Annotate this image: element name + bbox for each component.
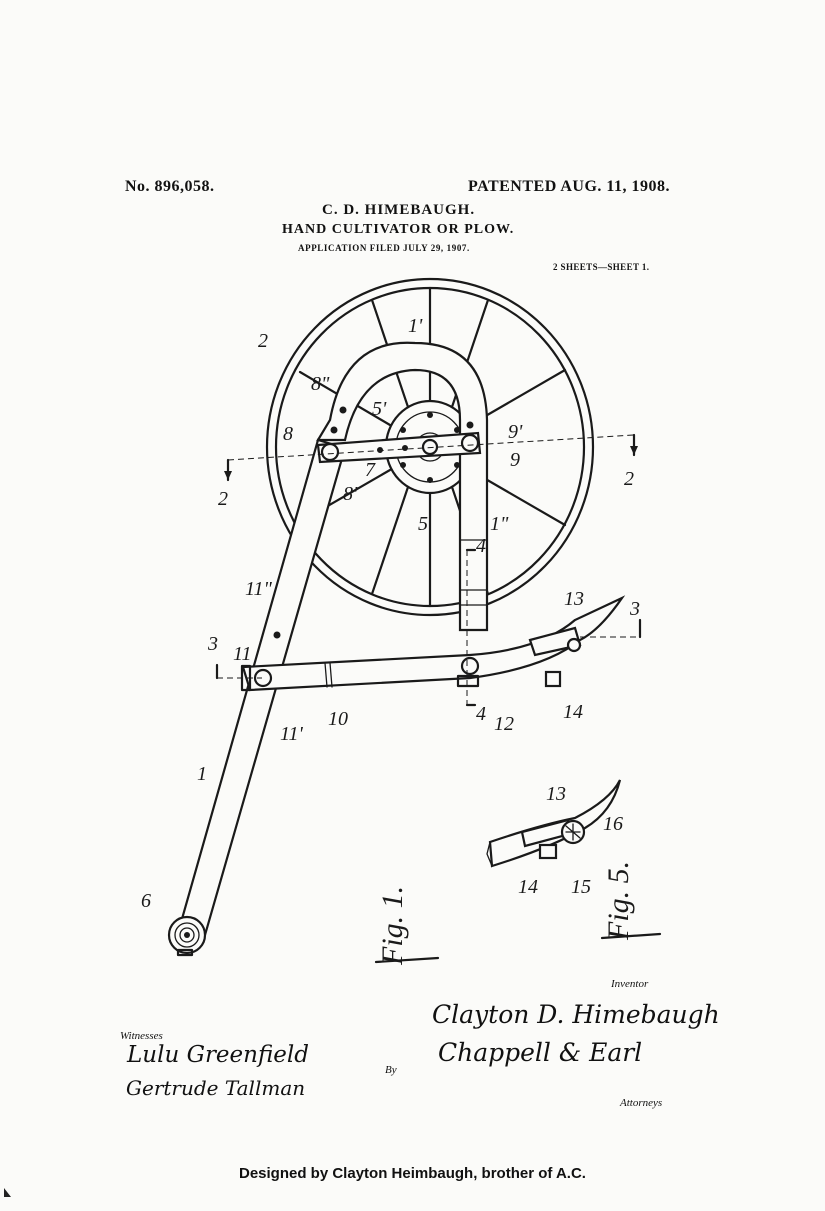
ref-11-prime: 11' bbox=[280, 723, 303, 745]
application-filed-date: APPLICATION FILED JULY 29, 1907. bbox=[298, 243, 470, 253]
ref-16: 16 bbox=[603, 813, 623, 835]
section-3-right: 3 bbox=[630, 598, 640, 620]
ref-13-fig5: 13 bbox=[546, 783, 566, 805]
ref-13: 13 bbox=[564, 588, 584, 610]
ref-7: 7 bbox=[365, 459, 375, 481]
sheet-count: 2 SHEETS—SHEET 1. bbox=[553, 262, 650, 272]
ref-1-double-prime: 1" bbox=[490, 513, 509, 535]
section-4-top: 4 bbox=[476, 535, 486, 557]
witnesses-label: Witnesses bbox=[120, 1030, 163, 1042]
fig1-label: Fig. 1. bbox=[376, 885, 409, 965]
ref-2: 2 bbox=[258, 330, 268, 352]
ref-5: 5 bbox=[418, 513, 428, 535]
caption: Designed by Clayton Heimbaugh, brother of A.C. bbox=[239, 1165, 586, 1182]
ref-6: 6 bbox=[141, 890, 151, 912]
section-4-bottom: 4 bbox=[476, 703, 486, 725]
ref-14-fig5: 14 bbox=[518, 876, 538, 898]
ref-10: 10 bbox=[328, 708, 348, 730]
section-2-right: 2 bbox=[624, 468, 634, 490]
ref-11: 11 bbox=[233, 643, 252, 665]
ref-8-double-prime: 8" bbox=[311, 373, 330, 395]
by-label: By bbox=[385, 1064, 397, 1076]
ref-5-prime: 5' bbox=[372, 398, 387, 420]
witness-signature-2: Gertrude Tallman bbox=[126, 1076, 306, 1100]
ref-1-prime: 1' bbox=[408, 315, 423, 337]
fig5-label: Fig. 5. bbox=[602, 860, 635, 940]
ref-15: 15 bbox=[571, 876, 591, 898]
inventor-signature: Clayton D. Himebaugh bbox=[432, 1000, 720, 1029]
witness-signature-1: Lulu Greenfield bbox=[127, 1042, 310, 1068]
corner-mark bbox=[4, 1188, 11, 1197]
ref-12: 12 bbox=[494, 713, 514, 735]
section-2-left: 2 bbox=[218, 488, 228, 510]
ref-8: 8 bbox=[283, 423, 293, 445]
ref-9: 9 bbox=[510, 449, 520, 471]
patent-number: No. 896,058. bbox=[125, 178, 215, 195]
handle-grip bbox=[169, 917, 205, 955]
inventor-label: Inventor bbox=[611, 978, 649, 990]
ref-8-prime: 8' bbox=[343, 483, 358, 505]
section-3-left: 3 bbox=[208, 633, 218, 655]
ref-11-double-prime: 11" bbox=[245, 578, 272, 600]
invention-title: HAND CULTIVATOR OR PLOW. bbox=[282, 222, 515, 237]
patent-date: PATENTED AUG. 11, 1908. bbox=[468, 178, 671, 195]
inventor-name: C. D. HIMEBAUGH. bbox=[322, 202, 476, 218]
attorney-signature: Chappell & Earl bbox=[438, 1038, 643, 1067]
ref-9-prime: 9' bbox=[508, 421, 523, 443]
ref-1: 1 bbox=[197, 763, 207, 785]
attorneys-label: Attorneys bbox=[620, 1097, 663, 1109]
ref-14: 14 bbox=[563, 701, 583, 723]
